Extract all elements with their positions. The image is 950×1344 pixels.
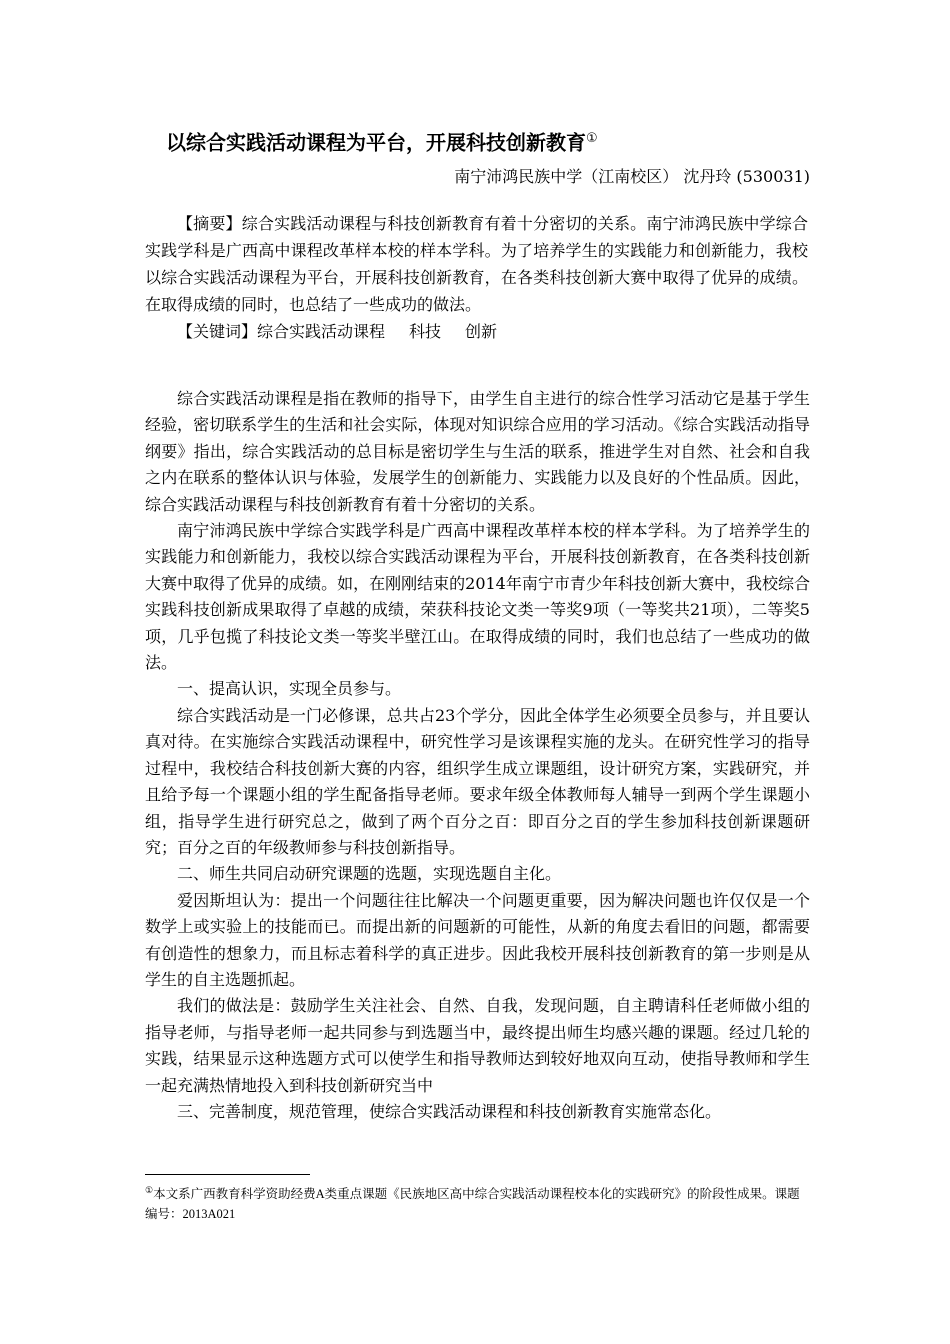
article-title	[166, 124, 806, 158]
author-line: 南宁沛鸿民族中学（江南校区） 沈丹玲 (530031)	[454, 167, 810, 186]
abstract-text: 综合实践活动课程与科技创新教育有着十分密切的关系。南宁沛鸿民族中学综合实践学科是广西高中课程改革样本校的样本学科。为了培养学生的实践能力和创新能力，我校以综合实践活动课程为平台，开展科技创新教育，在各类科技创新大赛中取得了优异的成绩。在取得成绩的同时，也总结了一些成功的做法。	[145, 214, 808, 314]
article-body	[145, 386, 810, 1125]
abstract-section	[145, 210, 808, 345]
body-paragraph: 南宁沛鸿民族中学综合实践学科是广西高中课程改革样本校的样本学科。为了培养学生的实践能力和创新能力，我校以综合实践活动课程为平台，开展科技创新教育，在各类科技创新大赛中取得了优异的成绩。如，在刚刚结束的2014年南宁市青少年科技创新大赛中，我校综合实践科技创新成果取得了卓越的成绩，荣获科技论文类一等奖9项（一等奖共21项），二等奖5项，几乎包揽了科技论文类一等奖半壁江山。在取得成绩的同时，我们也总结了一些成功的做法。	[145, 521, 810, 673]
section-heading: 一、提高认识，实现全员参与。	[177, 679, 402, 699]
title-text: 以综合实践活动课程为平台，开展科技创新教育	[166, 130, 586, 155]
body-paragraph: 爱因斯坦认为：提出一个问题往往比解决一个问题更重要，因为解决问题也许仅仅是一个数学上或实验上的技能而已。而提出新的问题新的可能性，从新的角度去看旧的问题，都需要有创造性的想象力，而且标志着科学的真正进步。因此我校开展科技创新教育的第一步则是从学生的自主选题抓起。	[145, 890, 810, 989]
footnote-mark: ①	[145, 1185, 154, 1195]
footnote-divider	[145, 1174, 310, 1175]
section-heading: 二、师生共同启动研究课题的选题，实现选题自主化。	[177, 864, 562, 884]
body-paragraph: 综合实践活动课程是指在教师的指导下，由学生自主进行的综合性学习活动它是基于学生经验，密切联系学生的生活和社会实际，体现对知识综合应用的学习活动。《综合实践活动指导纲要》指出，综合实践活动的总目标是密切学生与生活的联系，推进学生对自然、社会和自我之内在联系的整体认识与体验，发展学生的创新能力、实践能力以及良好的个性品质。因此，综合实践活动课程与科技创新教育有着十分密切的关系。	[145, 389, 810, 514]
title-footnote-mark: ①	[586, 131, 598, 146]
footnote	[145, 1180, 810, 1224]
keywords-paragraph	[145, 318, 808, 345]
abstract-label: 【摘要】	[177, 214, 242, 233]
keyword-item: 科技	[409, 322, 442, 341]
body-paragraph: 综合实践活动是一门必修课，总共占23个学分，因此全体学生必须要全员参与，并且要认真对待。在实施综合实践活动课程中，研究性学习是该课程实施的龙头。在研究性学习的指导过程中，我校结合科技创新大赛的内容，组织学生成立课题组，设计研究方案，实践研究，并且给予每一个课题小组的学生配备指导老师。要求年级全体教师每人辅导一到两个学生课题小组，指导学生进行研究总之，做到了两个百分之百：即百分之百的学生参加科技创新课题研究；百分之百的年级教师参与科技创新指导。	[145, 705, 810, 857]
abstract-paragraph	[145, 210, 808, 318]
keyword-item: 创新	[465, 322, 498, 341]
keywords-label: 【关键词】	[177, 322, 258, 341]
footnote-text: 本文系广西教育科学资助经费A类重点课题《民族地区高中综合实践活动课程校本化的实践研究》的阶段性成果。课题编号：2013A021	[145, 1187, 800, 1222]
keyword-item: 综合实践活动课程	[257, 322, 386, 341]
body-paragraph: 我们的做法是：鼓励学生关注社会、自然、自我，发现问题，自主聘请科任老师做小组的指导老师，与指导老师一起共同参与到选题当中，最终提出师生均感兴趣的课题。经过几轮的实践，结果显示这种选题方式可以使学生和指导教师达到较好地双向互动，使指导教师和学生一起充满热情地投入到科技创新研究当中	[145, 996, 810, 1095]
section-heading: 三、完善制度，规范管理，使综合实践活动课程和科技创新教育实施常态化。	[177, 1101, 722, 1121]
